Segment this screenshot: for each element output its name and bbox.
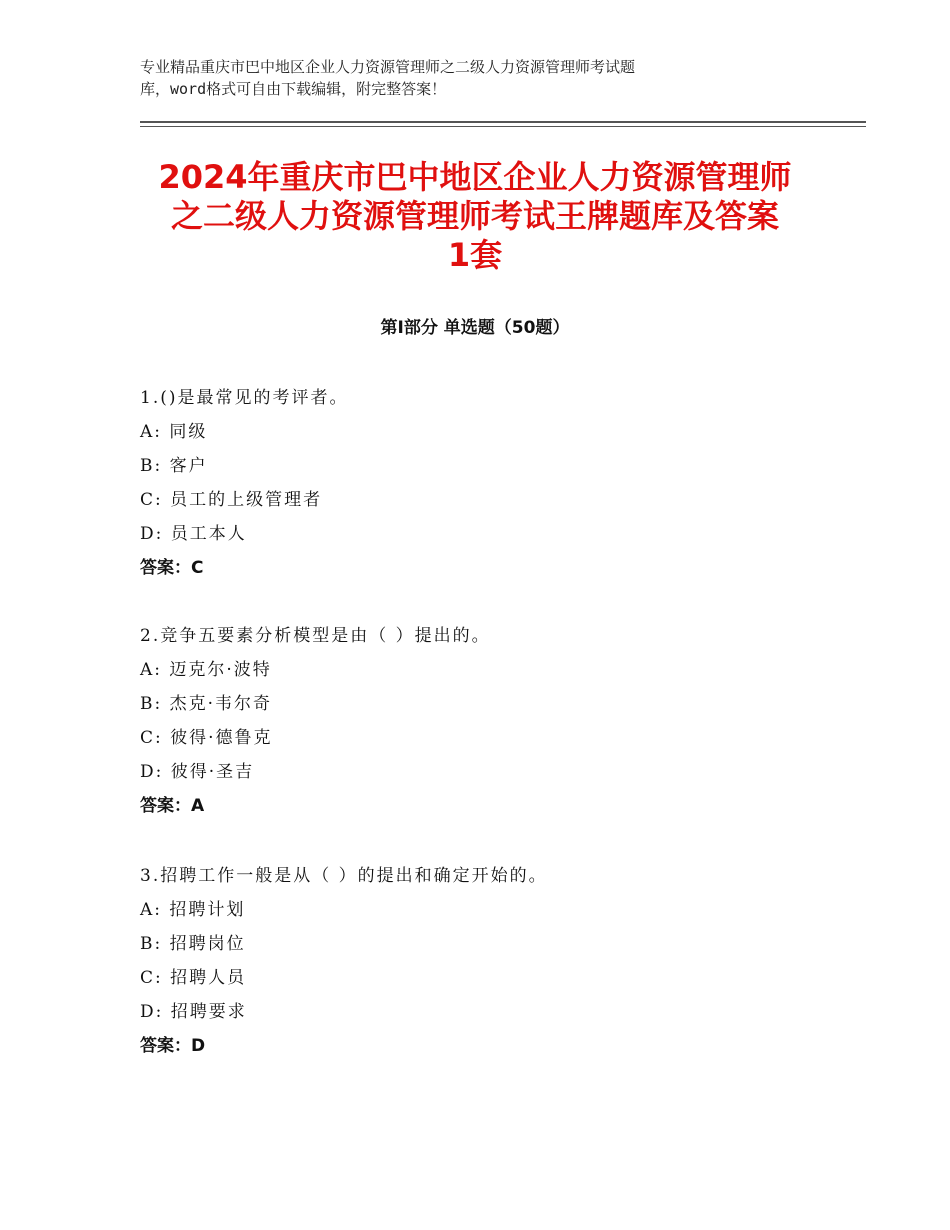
header-divider-thin [140,126,866,127]
question-3 [140,862,840,1066]
option-b: B: 招聘岗位 [140,934,246,954]
answer-line: 答案：A [140,796,205,816]
option-c: C: 招聘人员 [140,968,247,988]
option-a: A: 同级 [140,422,208,442]
header-note-line: 专业精品重庆市巴中地区企业人力资源管理师之二级人力资源管理师考试题 [140,58,636,76]
option-b: B: 客户 [140,456,208,476]
option-b: B: 杰克·韦尔奇 [140,694,273,714]
option-d: D: 员工本人 [140,524,247,544]
header-divider-thick [140,121,866,123]
option-d: D: 招聘要求 [140,1002,247,1022]
title-line: 2024年重庆市巴中地区企业人力资源管理师 [158,158,792,196]
header-note [140,56,780,100]
option-c: C: 员工的上级管理者 [140,490,323,510]
option-c: C: 彼得·德鲁克 [140,728,273,748]
option-d: D: 彼得·圣吉 [140,762,255,782]
question-stem: 1.()是最常见的考评者。 [140,388,349,408]
option-a: A: 迈克尔·波特 [140,660,272,680]
header-note-line: 库，word格式可自由下载编辑，附完整答案！ [140,80,447,98]
document-title [100,158,850,275]
option-a: A: 招聘计划 [140,900,246,920]
question-1 [140,384,840,588]
section-heading: 第Ⅰ部分 单选题（50题） [380,318,570,338]
question-2 [140,622,840,826]
title-line: 之二级人力资源管理师考试王牌题库及答案 [170,197,779,235]
question-stem: 2.竞争五要素分析模型是由（ ）提出的。 [140,626,491,646]
answer-line: 答案：C [140,558,204,578]
title-line: 1套 [447,236,503,274]
answer-line: 答案：D [140,1036,206,1056]
question-stem: 3.招聘工作一般是从（ ）的提出和确定开始的。 [140,866,548,886]
